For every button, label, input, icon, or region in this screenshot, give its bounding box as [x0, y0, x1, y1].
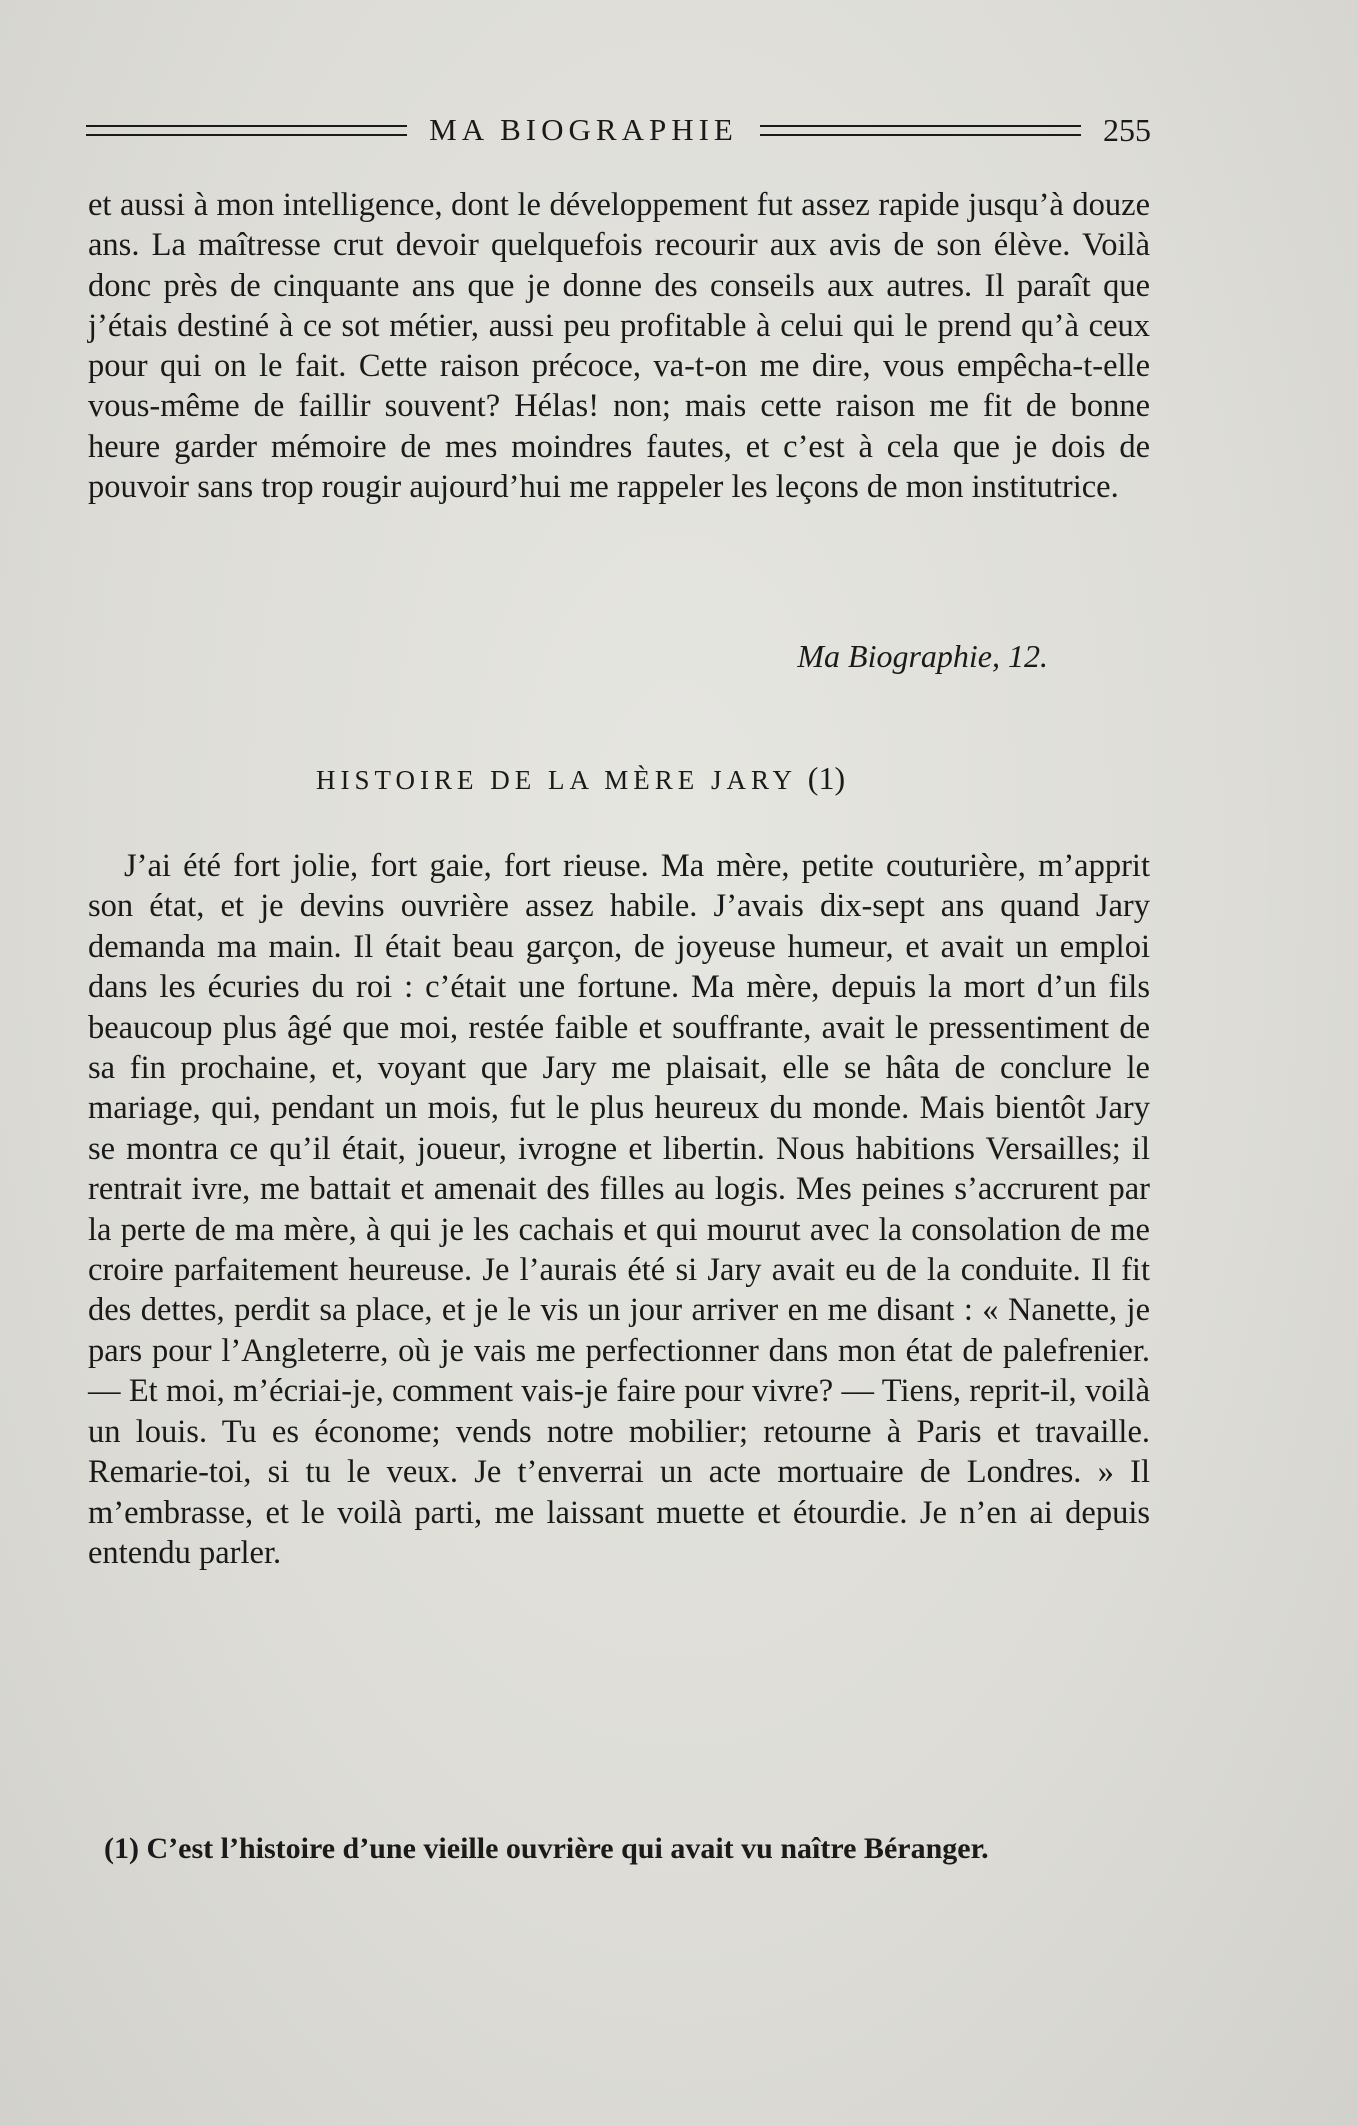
section-heading — [316, 760, 845, 797]
paragraph-1: et aussi à mon intelligence, dont le développement fut assez rapide jusqu’à douze ans. La maîtresse crut devoir quelquefois recourir aux avis de son élève. Voilà donc près de cinquante ans que je donne des conseils aux autres. Il paraît que j’étais destiné à ce sot métier, aussi peu profitable à celui qui le prend qu’à ceux pour qui on le fait. Cette raison précoce, va-t-on me dire, vous empêcha-t-elle vous-même de faillir souvent? Hélas! non; mais cette raison me fit de bonne heure garder mémoire de mes moindres fautes, et c’est à cela que je dois de pouvoir sans trop rougir aujourd’hui me rappeler les leçons de mon institutrice. — [88, 187, 1150, 506]
paragraph-2: J’ai été fort jolie, fort gaie, fort rieuse. Ma mère, petite couturière, m’apprit son état, et je devins ouvrière assez habile. J’avais dix-sept ans quand Jary demanda ma main. Il était beau garçon, de joyeuse humeur, et avait un emploi dans les écuries du roi : c’était une fortune. Ma mère, depuis la mort d’un fils beaucoup plus âgé que moi, restée faible et souffrante, avait le pressentiment de sa fin prochaine, et, voyant que Jary me plaisait, elle se hâta de conclure le mariage, qui, pendant un mois, fut le plus heureux du monde. Mais bientôt Jary se montra ce qu’il était, joueur, ivrogne et libertin. Nous habitions Versailles; il rentrait ivre, me battait et amenait des filles au logis. Mes peines s’accrurent par la perte de ma mère, à qui je les cachais et qui mourut avec la consolation de me croire parfaitement heureuse. Je l’aurais été si Jary avait eu de la conduite. Il fit des dettes, perdit sa place, et je le vis un jour arriver en me disant : « Nanette, je pars pour l’Angleterre, où je vais me perfectionner dans mon état de palefrenier. — Et moi, m’écriai-je, comment vais-je faire pour vivre? — Tiens, reprit-il, voilà un louis. Tu es économe; vends notre mobilier; retourne à Paris et travaille. Remarie-toi, si tu le veux. Je t’enverrai un acte mortuaire de Londres. » Il m’embrasse, et le voilà parti, me laissant muette et étourdie. Je n’en ai depuis entendu parler. — [88, 848, 1150, 1571]
header-rule-right — [760, 125, 1081, 136]
header-rule-left — [86, 125, 407, 136]
section-heading-title: HISTOIRE DE LA MÈRE JARY — [316, 765, 797, 795]
citation: Ma Biographie, 12. — [797, 638, 1048, 674]
footnote — [104, 1830, 1150, 1868]
footnote-marker: (1) — [104, 1832, 139, 1865]
footnote-reference: (1) — [807, 760, 846, 796]
running-head — [86, 108, 1151, 152]
footnote-text: C’est l’histoire d’une vieille ouvrière qui avait vu naître Béranger. — [146, 1832, 989, 1865]
running-title: MA BIOGRAPHIE — [429, 112, 738, 147]
page-number: 255 — [1103, 111, 1151, 148]
